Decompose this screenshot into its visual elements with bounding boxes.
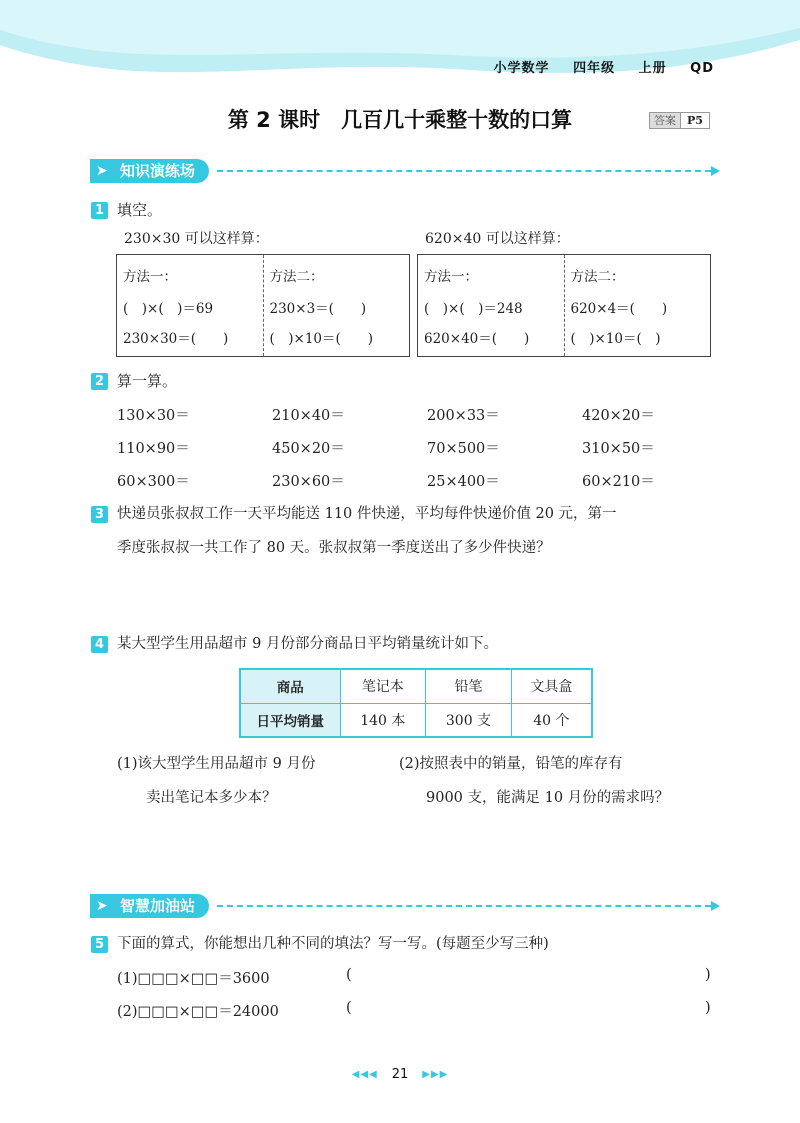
- table-cell: 铅笔: [426, 669, 512, 703]
- method-line: ( )×( )＝69: [123, 301, 214, 317]
- prev-arrows-icon: ◀◀◀: [351, 1069, 378, 1080]
- method-line: ( )×10＝( ): [269, 331, 374, 347]
- q4-sub1-line1: (1)该大型学生用品超市 9 月份: [117, 756, 316, 772]
- q3-line1: 快递员张叔叔工作一天平均能送 110 件快递，平均每件快递价值 20 元，第一: [117, 506, 617, 522]
- table-cell: 40 个: [511, 703, 592, 737]
- table-header-row: [240, 669, 592, 703]
- table-cell: 笔记本: [340, 669, 426, 703]
- header-grade: 四年级: [573, 61, 616, 76]
- divider-arrow-icon: [711, 166, 720, 176]
- calc-item: 210×40＝: [272, 408, 345, 424]
- answer-bracket-open: (: [346, 1000, 352, 1016]
- header-wave: [0, 0, 800, 90]
- page-number: 21: [391, 1067, 409, 1082]
- table-cell: 300 支: [426, 703, 512, 737]
- q2-prompt: 算一算。: [117, 372, 178, 390]
- answer-bracket-open: (: [346, 967, 352, 983]
- section-banner-challenge: [90, 893, 720, 919]
- sales-table: [239, 668, 593, 738]
- calc-item: 70×500＝: [427, 441, 500, 457]
- method-title: 方法二：: [269, 269, 324, 285]
- calc-item: 420×20＝: [582, 408, 655, 424]
- header-volume: 上册: [638, 61, 667, 76]
- divider-arrow-icon: [711, 901, 720, 911]
- q1-right-box: [417, 254, 711, 357]
- q5-formula: (2)□□□×□□＝24000: [117, 1004, 279, 1020]
- calc-item: 200×33＝: [427, 408, 500, 424]
- question-number: 3: [91, 506, 108, 523]
- table-row: [240, 703, 592, 737]
- next-arrows-icon: ▶▶▶: [422, 1069, 449, 1080]
- q1-left-intro: 230×30 可以这样算：: [124, 231, 269, 247]
- section-divider: [217, 170, 711, 172]
- answer-bracket-close: ): [705, 967, 711, 983]
- section-title-practice: ➤ 知识演练场: [90, 159, 209, 183]
- method-two: [263, 255, 410, 356]
- q5-prompt: 下面的算式，你能想出几种不同的填法？写一写。(每题至少写三种): [117, 936, 549, 952]
- table-header-cell: 商品: [240, 669, 340, 703]
- table-cell: 140 本: [340, 703, 426, 737]
- q3-line2: 季度张叔叔一共工作了 80 天。张叔叔第一季度送出了多少件快递？: [117, 540, 551, 556]
- section-title-challenge: ➤ 智慧加油站: [90, 894, 209, 918]
- method-title: 方法二：: [570, 269, 625, 285]
- answer-bracket-close: ): [705, 1000, 711, 1016]
- calc-item: 230×60＝: [272, 474, 345, 490]
- calc-item: 60×300＝: [117, 474, 190, 490]
- method-one: [418, 255, 564, 356]
- q5-formula: (1)□□□×□□＝3600: [117, 971, 270, 987]
- table-header-cell: 日平均销量: [240, 703, 340, 737]
- calc-item: 25×400＝: [427, 474, 500, 490]
- calc-item: 130×30＝: [117, 408, 190, 424]
- method-line: ( )×( )＝248: [424, 301, 523, 317]
- q4-sub2-line1: (2)按照表中的销量，铅笔的库存有: [399, 756, 623, 772]
- calc-item: 60×210＝: [582, 474, 655, 490]
- method-line: 620×40＝( ): [424, 331, 530, 347]
- banner-arrow-icon: ➤: [96, 898, 108, 914]
- method-one: [117, 255, 263, 356]
- table-cell: 文具盒: [511, 669, 592, 703]
- q4-sub2-line2: 9000 支，能满足 10 月份的需求吗？: [426, 790, 670, 806]
- method-line: ( )×10＝( ): [570, 331, 661, 347]
- question-number: 1: [91, 202, 108, 219]
- calc-item: 310×50＝: [582, 441, 655, 457]
- question-number: 5: [91, 936, 108, 953]
- calc-item: 110×90＝: [117, 441, 190, 457]
- method-line: 230×3＝( ): [269, 301, 367, 317]
- header-subject: 小学数学: [493, 61, 550, 76]
- answer-label: 答案: [649, 112, 681, 129]
- q4-prompt: 某大型学生用品超市 9 月份部分商品日平均销量统计如下。: [117, 636, 498, 652]
- method-title: 方法一：: [424, 269, 478, 285]
- banner-arrow-icon: ➤: [96, 163, 108, 179]
- header-book-info: [484, 57, 714, 76]
- page-footer: [0, 1067, 800, 1082]
- page-title: 第 2 课时 几百几十乘整十数的口算: [227, 108, 573, 132]
- method-line: 230×30＝( ): [123, 331, 229, 347]
- q4-sub1-line2: 卖出笔记本多少本？: [146, 790, 277, 806]
- section-divider: [217, 905, 711, 907]
- header-edition: QD: [690, 61, 714, 76]
- calc-item: 450×20＝: [272, 441, 345, 457]
- q1-left-box: [116, 254, 410, 357]
- question-number: 4: [91, 636, 108, 653]
- method-two: [564, 255, 711, 356]
- answer-tag: [649, 112, 710, 129]
- answer-page: P5: [681, 112, 710, 129]
- section-banner-practice: [90, 158, 720, 184]
- method-title: 方法一：: [123, 269, 177, 285]
- method-line: 620×4＝( ): [570, 301, 668, 317]
- q1-right-intro: 620×40 可以这样算：: [425, 231, 570, 247]
- question-number: 2: [91, 373, 108, 390]
- q1-prompt: 填空。: [117, 201, 163, 219]
